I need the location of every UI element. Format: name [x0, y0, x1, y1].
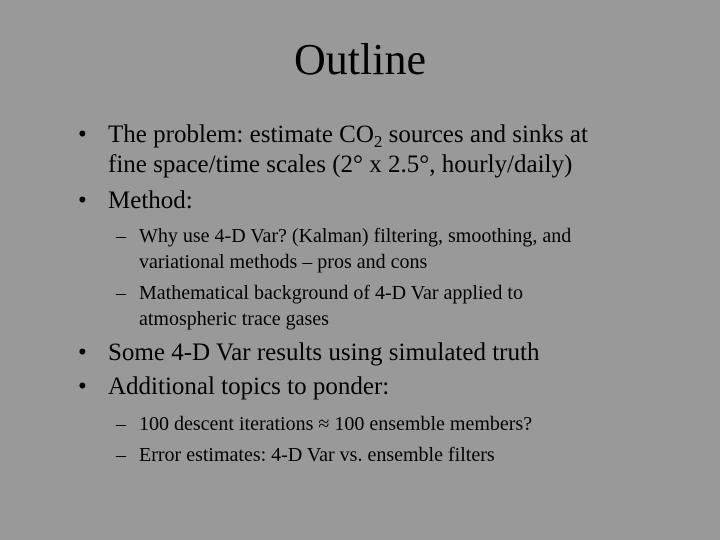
- dash-icon: –: [116, 444, 126, 466]
- bullet-icon: •: [78, 339, 87, 366]
- bullet-icon: •: [78, 373, 87, 400]
- bullet-text: The problem: estimate CO: [108, 121, 374, 148]
- sub-item-text-line2: variational methods – pros and cons: [139, 251, 428, 273]
- sub-item: [116, 411, 696, 437]
- bullet-item-method: [78, 186, 698, 216]
- dash-icon: –: [116, 282, 126, 304]
- sub-item: [116, 442, 696, 468]
- bullet-item-results: [78, 338, 698, 368]
- bullet-text: Some 4-D Var results using simulated truth: [108, 339, 540, 366]
- sub-item-text-line2: atmospheric trace gases: [139, 308, 329, 330]
- bullet-text-line2: fine space/time scales (2° x 2.5°, hourly/daily): [108, 151, 573, 178]
- bullet-item-topics: [78, 372, 698, 402]
- bullet-icon: •: [78, 121, 87, 148]
- bullet-text: Method:: [108, 187, 193, 214]
- bullet-text: Additional topics to ponder:: [108, 373, 390, 400]
- subscript: 2: [373, 132, 383, 151]
- sub-item-text: 100 descent iterations ≈ 100 ensemble members?: [139, 413, 533, 435]
- bullet-item-problem: [78, 120, 698, 180]
- sub-item: [116, 223, 696, 275]
- sub-item-text: Mathematical background of 4-D Var applied to: [139, 282, 523, 304]
- bullet-text: sources and sinks at: [382, 121, 588, 148]
- slide-title: Outline: [294, 35, 426, 84]
- dash-icon: –: [116, 413, 126, 435]
- bullet-icon: •: [78, 187, 87, 214]
- sub-item-text: Why use 4-D Var? (Kalman) filtering, smoothing, and: [139, 225, 572, 247]
- dash-icon: –: [116, 225, 126, 247]
- sub-item: [116, 280, 696, 332]
- sub-item-text: Error estimates: 4-D Var vs. ensemble filters: [139, 444, 495, 466]
